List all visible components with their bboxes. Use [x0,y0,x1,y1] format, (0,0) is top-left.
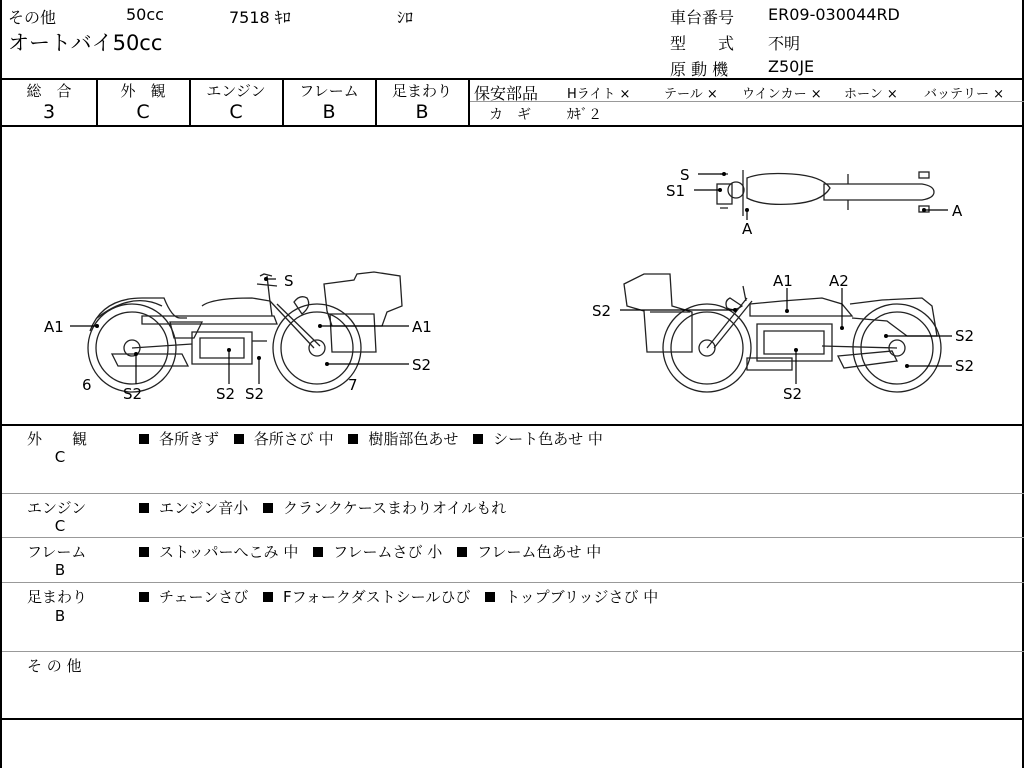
frame-no-value: ER09-030044RD [768,5,900,24]
type-value: 不明 [768,34,801,53]
note-item: フレームさび 小 [333,543,443,561]
bullet-icon [348,434,358,444]
label-right-s2-c: S2 [783,385,803,403]
section-items [139,586,668,607]
grade-label-engine: エンジン [206,82,266,100]
diagram-labels [44,166,974,403]
label-left-s2-c: S2 [245,385,265,403]
motorcycle-left-side-view [88,272,402,392]
note-item: Fフォークダストシールひび [283,588,471,606]
bullet-icon [139,547,149,557]
notes-bottom-rule [2,718,1024,720]
grade-value-exterior: C [136,101,150,123]
notes-top-rule [2,424,1024,426]
bullet-icon [263,592,273,602]
note-item: エンジン音小 [159,499,249,517]
section-grade: B [54,561,66,579]
note-item: クランクケースまわりオイルもれ [283,499,507,517]
engine-label: 原 動 機 [670,60,729,79]
engine-value: Z50JE [768,57,815,76]
mileage-text: 7518 ｷﾛ [229,8,291,27]
bullet-icon [139,592,149,602]
label-top-s: S [680,166,690,184]
section-items [139,497,516,518]
safety-item-horn: ホーン × [844,87,898,102]
note-item: トップブリッジさび 中 [505,588,659,606]
frame-no-label: 車台番号 [670,8,735,27]
bullet-icon [234,434,244,444]
label-left-6: 6 [82,376,92,394]
label-left-a1-front: A1 [44,318,64,336]
displacement-text: 50cc [126,5,164,24]
label-right-s2-a: S2 [955,327,975,345]
safety-item-headlight: Hライト × [567,87,631,102]
bullet-icon [263,503,273,513]
bullet-icon [485,592,495,602]
section-title: 外 観 [27,430,88,448]
note-item: 樹脂部色あせ [368,430,459,448]
label-top-a-rear: A [952,202,963,220]
note-item: シート色あせ 中 [493,430,603,448]
bullet-icon [457,547,467,557]
label-right-s2-b: S2 [955,357,975,375]
safety-parts-label: 保安部品 [474,84,539,103]
grade-value-engine: C [229,101,243,123]
section-items [139,428,613,449]
type-label: 型 式 [670,34,735,53]
label-left-s: S [284,272,294,290]
label-right-a2: A2 [829,272,849,290]
section-title: 足まわり [27,588,88,606]
label-left-s2-b: S2 [216,385,236,403]
section-grade: C [54,517,66,535]
motorcycle-right-side-view [624,274,941,392]
category-text: その他 [8,8,57,27]
label-top-a-front: A [742,220,753,238]
section-grade: C [54,448,66,466]
label-right-a1: A1 [773,272,793,290]
grade-label-exterior: 外 観 [120,82,166,100]
bullet-icon [139,503,149,513]
label-top-s1: S1 [666,182,686,200]
note-item: チェーンさび [159,588,249,606]
note-item: フレーム色あせ 中 [477,543,602,561]
color-text: ｼﾛ [397,8,414,27]
model-name: オートバイ50cc [8,31,163,55]
key-label: カ ギ [489,107,531,123]
note-item: 各所さび 中 [253,430,334,448]
label-left-a1-rear: A1 [412,318,432,336]
safety-item-tail: テール × [664,87,718,102]
section-title: エンジン [27,499,87,517]
grade-label-overall: 総 合 [26,82,72,100]
grade-value-suspension: B [415,101,429,123]
section-title: フレーム [27,543,87,561]
damage-diagram [2,126,1024,424]
bullet-icon [313,547,323,557]
note-item: 各所きず [159,430,220,448]
damage-markers [70,172,952,384]
label-right-s2-front: S2 [592,302,612,320]
motorcycle-top-view [717,170,934,216]
grade-value-frame: B [322,101,336,123]
grade-label-suspension: 足まわり [391,82,452,100]
section-title: そ の 他 [27,657,82,675]
label-left-s2-a: S2 [123,385,143,403]
bullet-icon [139,434,149,444]
section-items [139,541,611,562]
note-item: ストッパーへこみ 中 [159,543,299,561]
label-left-s2-rear: S2 [412,356,432,374]
safety-item-winker: ウインカー × [742,87,822,102]
key-value: ｶｷﾞ２ [567,107,602,123]
label-left-7: 7 [348,376,358,394]
safety-item-battery: バッテリー × [924,87,1005,102]
grade-label-frame: フレーム [299,82,359,100]
grade-value-overall: 3 [42,101,56,123]
section-grade: B [54,607,66,625]
bullet-icon [473,434,483,444]
